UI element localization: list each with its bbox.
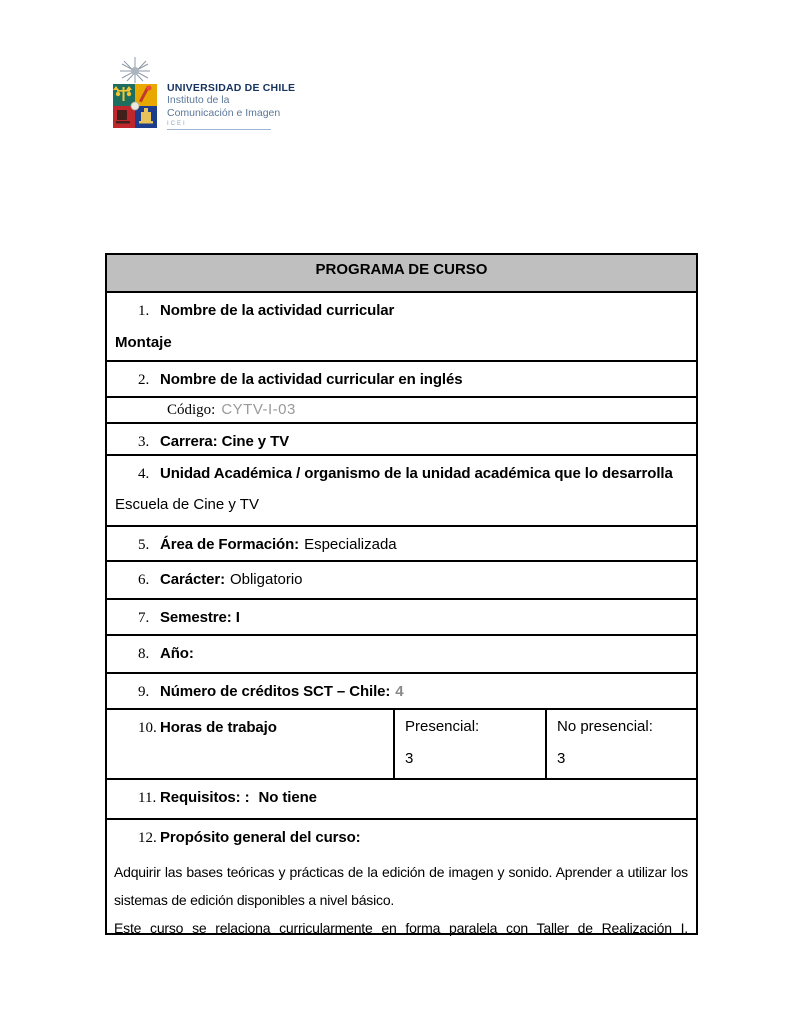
item-number: 2.	[138, 372, 150, 388]
caracter-value: Obligatorio	[229, 571, 303, 588]
course-name-value: Montaje	[115, 334, 172, 351]
item-label: Propósito general del curso:	[160, 829, 361, 846]
row-nombre-actividad	[107, 291, 696, 360]
item-number: 12.	[138, 830, 157, 846]
row-carrera	[107, 422, 696, 454]
no-presencial-cell	[545, 710, 696, 778]
proposito-paragraph-1: Adquirir las bases teóricas y prácticas de la edición de imagen y sonido. Aprender a utilizar los sistemas de edición disponibles a nivel básico.	[114, 864, 688, 908]
logo-underline	[167, 129, 271, 130]
row-unidad-academica	[107, 454, 696, 525]
item-label: Nombre de la actividad curricular	[160, 302, 395, 319]
row-semestre	[107, 598, 696, 634]
university-logo	[110, 56, 295, 130]
no-presencial-label: No presencial:	[557, 718, 653, 735]
item-label: Requisitos: :	[160, 789, 250, 806]
row-area-formacion	[107, 525, 696, 560]
item-label: Unidad Académica / organismo de la unidad académica que lo desarrolla	[160, 465, 673, 482]
item-label: Carrera: Cine y TV	[160, 433, 290, 450]
item-label: Semestre: I	[160, 609, 240, 626]
proposito-paragraph-2: Este curso se relaciona curricularmente en forma paralela con Taller de Realización I,	[114, 920, 688, 936]
codigo-value: CYTV-I-03	[221, 401, 296, 418]
area-value: Especializada	[304, 536, 397, 553]
unidad-value: Escuela de Cine y TV	[115, 496, 259, 513]
item-label: Año:	[160, 645, 194, 662]
no-presencial-value: 3	[557, 750, 566, 767]
presencial-label: Presencial:	[405, 718, 480, 735]
row-nombre-ingles	[107, 360, 696, 396]
course-program-table	[105, 253, 698, 935]
codigo-label: Código:	[167, 402, 216, 418]
university-crest-icon	[110, 56, 160, 130]
item-number: 5.	[138, 537, 150, 553]
row-horas-trabajo	[107, 708, 696, 778]
item-number: 8.	[138, 646, 150, 662]
item-number: 3.	[138, 434, 150, 450]
creditos-value: 4	[395, 683, 404, 700]
row-caracter	[107, 560, 696, 598]
item-number: 1.	[138, 303, 150, 319]
logo-acronym: ICEI	[167, 121, 187, 127]
table-title: PROGRAMA DE CURSO	[107, 255, 696, 291]
item-number: 6.	[138, 572, 150, 588]
logo-university-name: UNIVERSIDAD DE CHILE	[167, 82, 296, 94]
row-requisitos	[107, 778, 696, 818]
presencial-cell	[393, 710, 545, 778]
row-codigo	[107, 396, 696, 422]
logo-text	[167, 56, 295, 130]
horas-label-cell	[107, 710, 393, 778]
row-proposito	[107, 818, 696, 936]
presencial-value: 3	[405, 750, 414, 767]
item-label: Nombre de la actividad curricular en inglés	[160, 371, 463, 388]
logo-institute-line2: Comunicación e Imagen	[167, 107, 281, 119]
item-label: Número de créditos SCT – Chile:	[160, 683, 391, 700]
item-number: 11.	[138, 790, 157, 806]
item-number: 7.	[138, 610, 150, 626]
item-number: 4.	[138, 466, 150, 482]
row-creditos	[107, 672, 696, 708]
item-label: Horas de trabajo	[160, 719, 277, 736]
row-anio	[107, 634, 696, 672]
logo-institute-line1: Instituto de la	[167, 94, 230, 106]
item-label: Área de Formación:	[160, 536, 300, 553]
item-number: 10.	[138, 720, 157, 736]
item-number: 9.	[138, 684, 150, 700]
requisitos-value: No tiene	[258, 789, 317, 806]
item-label: Carácter:	[160, 571, 225, 588]
